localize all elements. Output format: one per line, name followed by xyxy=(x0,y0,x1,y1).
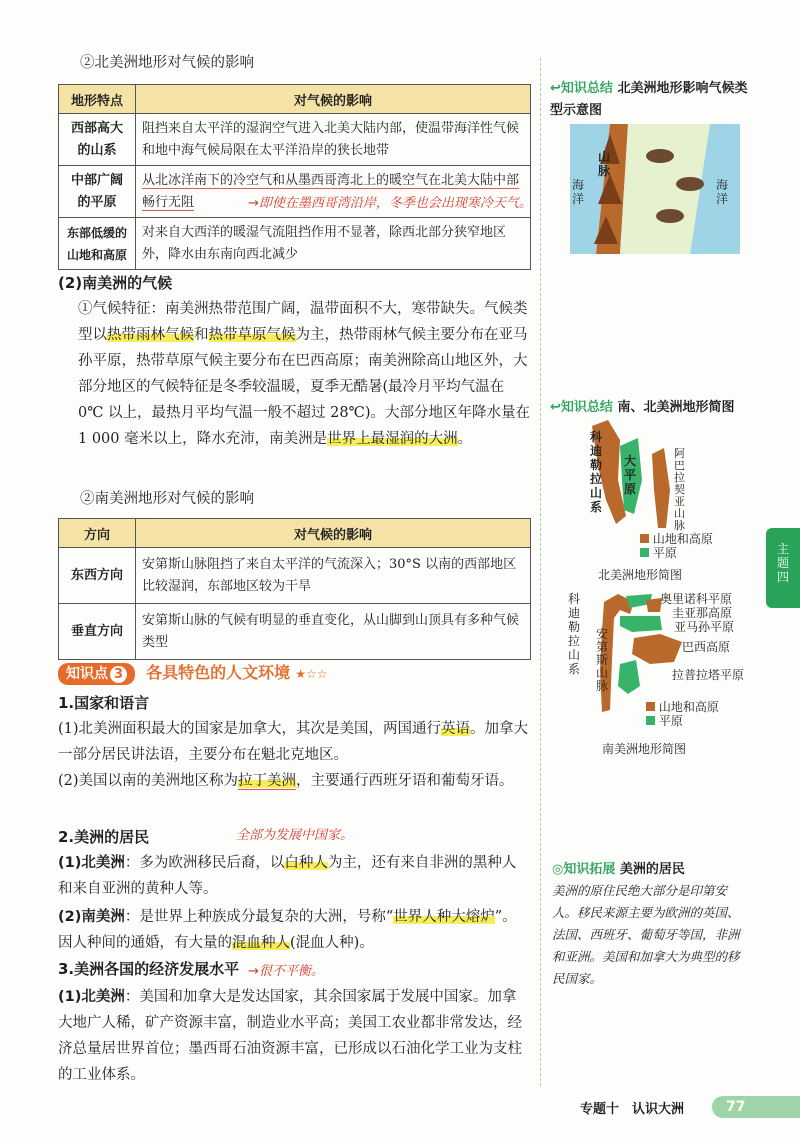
lang-item-1: (1)北美洲面积最大的国家是加拿大，其次是美国，两国通行英语。加拿大一部分居民讲法语，主要分布在魁北克地区。 xyxy=(58,721,529,763)
chapter-tab[interactable]: 主题四 xyxy=(766,528,800,608)
table1-row-value: 对来自大西洋的暖湿气流阻挡作用不显著，除西北部分狭窄地区外，降水由东南向西北减少 xyxy=(136,218,531,270)
na-legend: 山地和高原 平原 xyxy=(640,532,713,560)
na-terrain-table xyxy=(58,84,531,270)
residents-item-2: (2)南美洲：是世界上种族成分最复杂的大洲，号称“世界人种大熔炉”。因人种间的通婚，有大量的混血种人(混血人种)。 xyxy=(58,909,517,951)
footer: 专题十 认识大洲 xyxy=(580,1102,685,1117)
table1-row-value: 从北冰洋南下的冷空气和从墨西哥湾北上的暖空气在北美大陆中部畅行无阻 xyxy=(136,166,531,218)
table1-row-key: 东部低缓的 山地和高原 xyxy=(59,218,136,270)
table1-row-key: 中部广阔 的平原 xyxy=(59,166,136,218)
side-summary-1-heading: ↩知识总结 北美洲地形影响气候类型示意图 xyxy=(550,81,748,118)
sa-label-guiana: 圭亚那高原 xyxy=(672,606,733,620)
sa-label-andes: 安第斯山脉 xyxy=(596,627,609,693)
page-number: 77 xyxy=(712,1096,800,1118)
sa-label-cordillera: 科迪勒拉山系 xyxy=(568,592,581,676)
lang-item-2: (2)美国以南的美洲地区称为拉丁美洲，主要通行西班牙语和葡萄牙语。 xyxy=(58,773,514,789)
sa-legend: 山地和高原 平原 xyxy=(646,700,719,728)
handwritten-note-developing: 全部为发展中国家。 xyxy=(236,828,354,843)
table1-header-terrain: 地形特点 xyxy=(59,85,136,114)
lang-heading: 1.国家和语言 xyxy=(58,694,150,712)
na-climate-diagram xyxy=(570,124,740,254)
sa-climate-heading: (2)南美洲的气候 xyxy=(58,274,173,292)
sa-label-laplata: 拉普拉塔平原 xyxy=(672,668,745,682)
highlight-rainforest: 热带雨林气候 xyxy=(107,327,194,343)
na-map-caption: 北美洲地形简图 xyxy=(598,568,683,582)
table2-row-value: 安第斯山脉的气候有明显的垂直变化，从山脚到山顶具有多种气候类型 xyxy=(136,604,531,660)
side-extension-body: 美洲的原住民绝大部分是印第安人。移民来源主要为欧洲的英国、法国、西班牙、葡萄牙等国，非洲和亚洲。美国和加拿大为典型的移民国家。 xyxy=(552,883,740,986)
table2-header-effect: 对气候的影响 xyxy=(136,519,531,548)
sa-terrain-table xyxy=(58,518,531,660)
table2-row-key: 垂直方向 xyxy=(59,604,136,660)
economy-heading: 3.美洲各国的经济发展水平 xyxy=(58,960,240,978)
column-divider xyxy=(540,58,541,1086)
na-label-great-plains: 大平原 xyxy=(624,454,637,496)
residents-heading: 2.美洲的居民 xyxy=(58,828,150,846)
na-label-appalachian: 阿巴拉契亚山脉 xyxy=(674,447,685,532)
table1-header-effect: 对气候的影响 xyxy=(136,85,531,114)
difficulty-stars: ★☆☆ xyxy=(295,667,328,681)
sa-label-orinoco: 奥里诺科平原 xyxy=(660,592,733,606)
diagram-label-ocean-west: 海洋 xyxy=(572,178,585,206)
na-label-cordillera: 科迪勒拉山系 xyxy=(590,430,603,514)
side-summary-2-heading: ↩知识总结 南、北美洲地形简图 xyxy=(550,400,735,415)
table2-header-direction: 方向 xyxy=(59,519,136,548)
highlight-savanna: 热带草原气候 xyxy=(208,327,296,343)
sa-terrain-title: ②南美洲地形对气候的影响 xyxy=(80,491,254,507)
side-extension-heading: ◎知识拓展 美洲的居民 xyxy=(552,862,685,877)
table2-row-key: 东西方向 xyxy=(59,548,136,604)
na-terrain-title: ②北美洲地形对气候的影响 xyxy=(80,55,254,71)
sa-map-caption: 南美洲地形简图 xyxy=(602,742,687,756)
sa-label-amazon: 亚马孙平原 xyxy=(674,620,735,634)
handwritten-note-unbalanced: →很不平衡。 xyxy=(248,964,324,979)
table2-row-value: 安第斯山脉阻挡了来自太平洋的气流深入；30°S 以南的西部地区比较湿润，东部地区较为干旱 xyxy=(136,548,531,604)
diagram-label-mountain: 山脉 xyxy=(598,150,611,178)
sa-label-brazil: 巴西高原 xyxy=(682,640,731,654)
highlight-wettest: 世界上最湿润的大洲 xyxy=(327,431,458,447)
table1-row-value: 阻挡来自太平洋的湿润空气进入北美大陆内部，使温带海洋性气候和地中海气候局限在太平洋沿岸的狭长地带 xyxy=(136,114,531,166)
residents-item-1: (1)北美洲：多为欧洲移民后裔，以白种人为主，还有来自非洲的黑种人和来自亚洲的黄种人等。 xyxy=(58,855,517,897)
knowledge-point-3-heading: 知识点 3 各具特色的人文环境 ★☆☆ xyxy=(58,660,327,685)
sa-climate-paragraph: ①气候特征：南美洲热带范围广阔，温带面积不大，寒带缺失。气候类型以热带雨林气候和热带草原气候为主，热带雨林气候主要分布在亚马孙平原，热带草原气候主要分布在巴西高原；南美洲除高山地区外，大部分地区的气候特征是冬季较温暖，夏季无酷暑(最冷月平均气温在 0℃ 以上，最热月平均气温一般不超过 28℃)。大部分地区年降水量在 1 000 毫米以上，降水充沛，南美洲是世界上最湿润的大洲。 xyxy=(78,301,530,447)
table1-row-key: 西部高大 的山系 xyxy=(59,114,136,166)
economy-item-1: (1)北美洲：美国和加拿大是发达国家，其余国家属于发展中国家。加拿大地广人稀，矿产资源丰富，制造业水平高；美国工农业都非常发达，经济总量居世界首位；墨西哥石油资源丰富，已形成以石油化学工业为支柱的工业体系。 xyxy=(58,989,522,1083)
handwritten-note-cold-air: →即使在墨西哥湾沿岸，冬季也会出现寒冷天气。 xyxy=(248,196,532,211)
diagram-label-ocean-east: 海洋 xyxy=(716,178,729,206)
kp-badge: 知识点 3 xyxy=(58,663,135,685)
